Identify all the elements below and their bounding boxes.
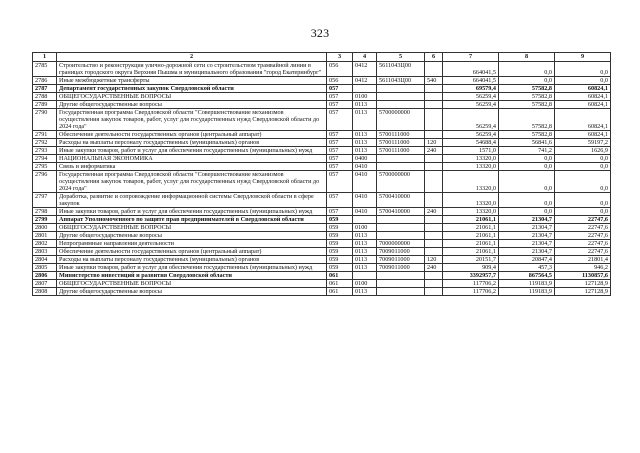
- row-amount-cell: 867564,5: [499, 272, 555, 280]
- row-target-cell: 5700000000: [377, 109, 425, 131]
- row-type-cell: [425, 163, 443, 171]
- row-target-cell: 5700410000: [377, 208, 425, 216]
- row-name-cell: Связь и информатика: [57, 163, 327, 171]
- header-cell: 3: [327, 53, 353, 62]
- table-row: [33, 248, 611, 256]
- table-row: [33, 280, 611, 288]
- row-code-cell: 059: [327, 264, 353, 272]
- row-target-cell: 5700410000: [377, 193, 425, 208]
- row-target-cell: [377, 216, 425, 224]
- row-number-cell: 2804: [33, 256, 57, 264]
- row-amount-cell: 57582,8: [499, 93, 555, 101]
- table-row: [33, 93, 611, 101]
- row-code-cell: 057: [327, 131, 353, 139]
- row-number-cell: 2796: [33, 171, 57, 193]
- row-section-cell: 0113: [353, 264, 377, 272]
- table-row: [33, 77, 611, 85]
- row-amount-cell: 21304,7: [499, 224, 555, 232]
- row-type-cell: [425, 272, 443, 280]
- row-amount-cell: 60824,1: [555, 85, 611, 93]
- table-row: [33, 155, 611, 163]
- row-amount-cell: 54688,4: [443, 139, 499, 147]
- row-code-cell: 057: [327, 85, 353, 93]
- row-target-cell: [377, 101, 425, 109]
- row-name-cell: Другие общегосударственные вопросы: [57, 101, 327, 109]
- row-amount-cell: 117706,2: [443, 288, 499, 296]
- row-name-cell: ОБЩЕГОСУДАРСТВЕННЫЕ ВОПРОСЫ: [57, 93, 327, 101]
- row-section-cell: 0113: [353, 232, 377, 240]
- row-amount-cell: 0,0: [555, 193, 611, 208]
- row-name-cell: НАЦИОНАЛЬНАЯ ЭКОНОМИКА: [57, 155, 327, 163]
- row-amount-cell: 21061,1: [443, 232, 499, 240]
- row-name-cell: Обеспечение деятельности государственных органов (центральный аппарат): [57, 248, 327, 256]
- row-code-cell: 059: [327, 216, 353, 224]
- row-target-cell: 5700000000: [377, 171, 425, 193]
- row-section-cell: 0113: [353, 101, 377, 109]
- row-amount-cell: 909,4: [443, 264, 499, 272]
- row-target-cell: 7009011000: [377, 264, 425, 272]
- row-amount-cell: 60824,1: [555, 109, 611, 131]
- header-cell: 5: [377, 53, 425, 62]
- table-row: [33, 216, 611, 224]
- row-name-cell: Расходы на выплаты персоналу государственных (муниципальных) органов: [57, 256, 327, 264]
- row-name-cell: Государственная программа Свердловской области "Совершенствование механизмов осуществления закупок товаров, работ, услуг для государственных нужд Свердловской области до 2024 года": [57, 109, 327, 131]
- row-name-cell: ОБЩЕГОСУДАРСТВЕННЫЕ ВОПРОСЫ: [57, 224, 327, 232]
- row-amount-cell: 56259,4: [443, 131, 499, 139]
- row-type-cell: [425, 240, 443, 248]
- row-amount-cell: 0,0: [555, 62, 611, 77]
- row-number-cell: 2788: [33, 93, 57, 101]
- row-number-cell: 2793: [33, 147, 57, 155]
- row-section-cell: [353, 85, 377, 93]
- row-code-cell: 057: [327, 109, 353, 131]
- row-amount-cell: 57582,8: [499, 85, 555, 93]
- row-number-cell: 2797: [33, 193, 57, 208]
- header-cell: 1: [33, 53, 57, 62]
- row-code-cell: 057: [327, 163, 353, 171]
- table-header-row: [33, 53, 611, 62]
- row-amount-cell: 20847,4: [499, 256, 555, 264]
- row-target-cell: [377, 163, 425, 171]
- row-section-cell: 0113: [353, 288, 377, 296]
- row-amount-cell: 0,0: [499, 155, 555, 163]
- row-target-cell: [377, 85, 425, 93]
- row-amount-cell: 664041,5: [443, 77, 499, 85]
- row-amount-cell: 56841,6: [499, 139, 555, 147]
- row-name-cell: Другие общегосударственные вопросы: [57, 288, 327, 296]
- row-name-cell: Министерство инвестиций и развития Свердловской области: [57, 272, 327, 280]
- header-cell: 4: [353, 53, 377, 62]
- table-row: [33, 131, 611, 139]
- row-name-cell: Расходы на выплаты персоналу государственных (муниципальных) органов: [57, 139, 327, 147]
- row-number-cell: 2787: [33, 85, 57, 93]
- row-number-cell: 2785: [33, 62, 57, 77]
- row-name-cell: Строительство и реконструкция улично-дорожной сети со строительством трамвайной линии в границах городского округа Верхняя Пышма и муниципального образования "город Екатеринбург": [57, 62, 327, 77]
- row-amount-cell: 21304,7: [499, 232, 555, 240]
- row-amount-cell: 0,0: [499, 77, 555, 85]
- row-number-cell: 2806: [33, 272, 57, 280]
- table-row: [33, 62, 611, 77]
- row-amount-cell: 22747,6: [555, 224, 611, 232]
- row-section-cell: 0113: [353, 248, 377, 256]
- row-number-cell: 2790: [33, 109, 57, 131]
- row-amount-cell: 21801,4: [555, 256, 611, 264]
- header-cell: 6: [425, 53, 443, 62]
- row-section-cell: 0113: [353, 131, 377, 139]
- row-type-cell: [425, 232, 443, 240]
- table-row: [33, 171, 611, 193]
- row-type-cell: [425, 216, 443, 224]
- row-section-cell: 0412: [353, 77, 377, 85]
- row-section-cell: 0100: [353, 280, 377, 288]
- row-amount-cell: 57582,8: [499, 131, 555, 139]
- row-target-cell: [377, 288, 425, 296]
- table-row: [33, 224, 611, 232]
- row-type-cell: [425, 280, 443, 288]
- row-target-cell: [377, 155, 425, 163]
- row-amount-cell: 13320,0: [443, 208, 499, 216]
- row-type-cell: [425, 171, 443, 193]
- row-number-cell: 2795: [33, 163, 57, 171]
- row-code-cell: 059: [327, 256, 353, 264]
- row-number-cell: 2786: [33, 77, 57, 85]
- page-number: 323: [310, 26, 330, 40]
- row-amount-cell: 60824,1: [555, 131, 611, 139]
- row-number-cell: 2798: [33, 208, 57, 216]
- row-amount-cell: 60824,1: [555, 93, 611, 101]
- row-target-cell: 5700111000: [377, 131, 425, 139]
- budget-table: [32, 52, 611, 296]
- row-type-cell: [425, 62, 443, 77]
- row-amount-cell: 117706,2: [443, 280, 499, 288]
- row-name-cell: Государственная программа Свердловской области "Совершенствование механизмов осуществления закупок товаров, работ, услуг для государственных нужд Свердловской области до 2024 года": [57, 171, 327, 193]
- row-section-cell: 0410: [353, 193, 377, 208]
- row-type-cell: 120: [425, 256, 443, 264]
- row-amount-cell: 21061,1: [443, 240, 499, 248]
- row-code-cell: 057: [327, 171, 353, 193]
- row-target-cell: 7009011000: [377, 256, 425, 264]
- row-number-cell: 2805: [33, 264, 57, 272]
- row-code-cell: 057: [327, 93, 353, 101]
- table-row: [33, 232, 611, 240]
- row-code-cell: 057: [327, 193, 353, 208]
- row-number-cell: 2794: [33, 155, 57, 163]
- row-code-cell: 057: [327, 155, 353, 163]
- row-amount-cell: 21304,7: [499, 240, 555, 248]
- row-type-cell: [425, 101, 443, 109]
- row-target-cell: [377, 232, 425, 240]
- row-code-cell: 056: [327, 77, 353, 85]
- row-code-cell: 057: [327, 208, 353, 216]
- row-amount-cell: 21061,1: [443, 248, 499, 256]
- row-type-cell: [425, 288, 443, 296]
- row-section-cell: 0113: [353, 256, 377, 264]
- row-section-cell: 0113: [353, 147, 377, 155]
- row-amount-cell: 127128,9: [555, 288, 611, 296]
- row-amount-cell: 946,2: [555, 264, 611, 272]
- row-code-cell: 061: [327, 280, 353, 288]
- row-target-cell: [377, 280, 425, 288]
- row-code-cell: 061: [327, 288, 353, 296]
- table-row: [33, 208, 611, 216]
- table-row: [33, 264, 611, 272]
- row-code-cell: 061: [327, 272, 353, 280]
- row-amount-cell: 0,0: [499, 208, 555, 216]
- row-target-cell: 5700111000: [377, 147, 425, 155]
- table-row: [33, 163, 611, 171]
- row-section-cell: 0410: [353, 208, 377, 216]
- row-type-cell: 540: [425, 77, 443, 85]
- row-type-cell: [425, 109, 443, 131]
- row-amount-cell: 56259,4: [443, 93, 499, 101]
- row-name-cell: Другие общегосударственные вопросы: [57, 232, 327, 240]
- header-cell: 8: [499, 53, 555, 62]
- row-amount-cell: 21304,7: [499, 216, 555, 224]
- row-amount-cell: 22747,6: [555, 248, 611, 256]
- table-row: [33, 147, 611, 155]
- row-amount-cell: 0,0: [555, 155, 611, 163]
- row-amount-cell: 57582,8: [499, 109, 555, 131]
- row-amount-cell: 56259,4: [443, 109, 499, 131]
- row-number-cell: 2808: [33, 288, 57, 296]
- row-type-cell: 240: [425, 147, 443, 155]
- row-name-cell: Обеспечение деятельности государственных органов (центральный аппарат): [57, 131, 327, 139]
- row-target-cell: 5611043Ц00: [377, 62, 425, 77]
- row-section-cell: 0100: [353, 93, 377, 101]
- row-target-cell: 7000000000: [377, 240, 425, 248]
- row-section-cell: 0113: [353, 109, 377, 131]
- table-row: [33, 240, 611, 248]
- budget-table-body: [33, 53, 611, 296]
- row-code-cell: 059: [327, 232, 353, 240]
- row-amount-cell: 1130857,6: [555, 272, 611, 280]
- row-section-cell: [353, 272, 377, 280]
- row-code-cell: 057: [327, 147, 353, 155]
- row-amount-cell: 0,0: [555, 163, 611, 171]
- row-name-cell: Непрограммные направления деятельности: [57, 240, 327, 248]
- row-number-cell: 2789: [33, 101, 57, 109]
- row-section-cell: 0400: [353, 155, 377, 163]
- row-number-cell: 2792: [33, 139, 57, 147]
- row-type-cell: [425, 93, 443, 101]
- row-section-cell: 0410: [353, 163, 377, 171]
- row-type-cell: [425, 85, 443, 93]
- row-target-cell: 5700111000: [377, 139, 425, 147]
- row-name-cell: Иные закупки товаров, работ и услуг для обеспечения государственных (муниципальных) нужд: [57, 147, 327, 155]
- row-target-cell: 7009011000: [377, 248, 425, 256]
- row-amount-cell: 13320,0: [443, 155, 499, 163]
- row-amount-cell: 741,2: [499, 147, 555, 155]
- row-name-cell: Иные закупки товаров, работ и услуг для обеспечения государственных (муниципальных) нужд: [57, 264, 327, 272]
- row-amount-cell: 21061,1: [443, 216, 499, 224]
- row-amount-cell: 3392957,7: [443, 272, 499, 280]
- row-name-cell: Иные закупки товаров, работ и услуг для обеспечения государственных (муниципальных) нужд: [57, 208, 327, 216]
- row-number-cell: 2801: [33, 232, 57, 240]
- row-type-cell: 240: [425, 208, 443, 216]
- row-amount-cell: 22747,6: [555, 240, 611, 248]
- row-code-cell: 059: [327, 224, 353, 232]
- row-number-cell: 2803: [33, 248, 57, 256]
- row-amount-cell: 57582,8: [499, 101, 555, 109]
- row-amount-cell: 59197,2: [555, 139, 611, 147]
- row-number-cell: 2799: [33, 216, 57, 224]
- row-amount-cell: 0,0: [555, 77, 611, 85]
- row-amount-cell: 119183,9: [499, 288, 555, 296]
- row-section-cell: [353, 216, 377, 224]
- header-cell: 2: [57, 53, 327, 62]
- table-row: [33, 101, 611, 109]
- row-name-cell: Департамент государственных закупок Свердловской области: [57, 85, 327, 93]
- row-amount-cell: 22747,6: [555, 232, 611, 240]
- row-amount-cell: 1626,9: [555, 147, 611, 155]
- row-amount-cell: 13320,0: [443, 163, 499, 171]
- row-target-cell: [377, 272, 425, 280]
- row-name-cell: ОБЩЕГОСУДАРСТВЕННЫЕ ВОПРОСЫ: [57, 280, 327, 288]
- row-amount-cell: 0,0: [499, 193, 555, 208]
- header-cell: 9: [555, 53, 611, 62]
- row-type-cell: [425, 193, 443, 208]
- row-number-cell: 2802: [33, 240, 57, 248]
- row-section-cell: 0412: [353, 62, 377, 77]
- row-target-cell: [377, 93, 425, 101]
- row-code-cell: 057: [327, 139, 353, 147]
- row-target-cell: [377, 224, 425, 232]
- row-type-cell: [425, 224, 443, 232]
- row-type-cell: [425, 155, 443, 163]
- row-code-cell: 056: [327, 62, 353, 77]
- row-amount-cell: 1571,0: [443, 147, 499, 155]
- table-row: [33, 193, 611, 208]
- row-amount-cell: 60824,1: [555, 101, 611, 109]
- table-row: [33, 109, 611, 131]
- header-cell: 7: [443, 53, 499, 62]
- row-amount-cell: 0,0: [499, 62, 555, 77]
- row-amount-cell: 13320,0: [443, 171, 499, 193]
- row-amount-cell: 56259,4: [443, 101, 499, 109]
- row-name-cell: Аппарат Уполномоченного по защите прав предпринимателей в Свердловской области: [57, 216, 327, 224]
- row-type-cell: [425, 248, 443, 256]
- row-section-cell: 0410: [353, 171, 377, 193]
- table-row: [33, 288, 611, 296]
- row-amount-cell: 69579,4: [443, 85, 499, 93]
- row-amount-cell: 0,0: [555, 171, 611, 193]
- row-amount-cell: 0,0: [499, 171, 555, 193]
- row-section-cell: 0113: [353, 139, 377, 147]
- row-name-cell: Доработка, развитие и сопровождение информационной системы Свердловской области в сфере закупок: [57, 193, 327, 208]
- table-row: [33, 256, 611, 264]
- row-amount-cell: 119183,9: [499, 280, 555, 288]
- row-amount-cell: 13320,0: [443, 193, 499, 208]
- row-amount-cell: 127128,9: [555, 280, 611, 288]
- row-number-cell: 2800: [33, 224, 57, 232]
- row-number-cell: 2791: [33, 131, 57, 139]
- row-amount-cell: 0,0: [499, 163, 555, 171]
- row-amount-cell: 21061,1: [443, 224, 499, 232]
- row-section-cell: 0100: [353, 224, 377, 232]
- row-type-cell: 120: [425, 139, 443, 147]
- row-code-cell: 057: [327, 101, 353, 109]
- table-row: [33, 85, 611, 93]
- row-target-cell: 5611043Ц00: [377, 77, 425, 85]
- row-name-cell: Иные межбюджетные трансферты: [57, 77, 327, 85]
- row-section-cell: 0113: [353, 240, 377, 248]
- table-row: [33, 272, 611, 280]
- row-amount-cell: 457,3: [499, 264, 555, 272]
- row-code-cell: 059: [327, 248, 353, 256]
- row-amount-cell: 20151,7: [443, 256, 499, 264]
- row-amount-cell: 664041,5: [443, 62, 499, 77]
- row-code-cell: 059: [327, 240, 353, 248]
- row-type-cell: [425, 131, 443, 139]
- row-amount-cell: 0,0: [555, 208, 611, 216]
- row-number-cell: 2807: [33, 280, 57, 288]
- row-amount-cell: 21304,7: [499, 248, 555, 256]
- table-row: [33, 139, 611, 147]
- row-amount-cell: 22747,6: [555, 216, 611, 224]
- row-type-cell: 240: [425, 264, 443, 272]
